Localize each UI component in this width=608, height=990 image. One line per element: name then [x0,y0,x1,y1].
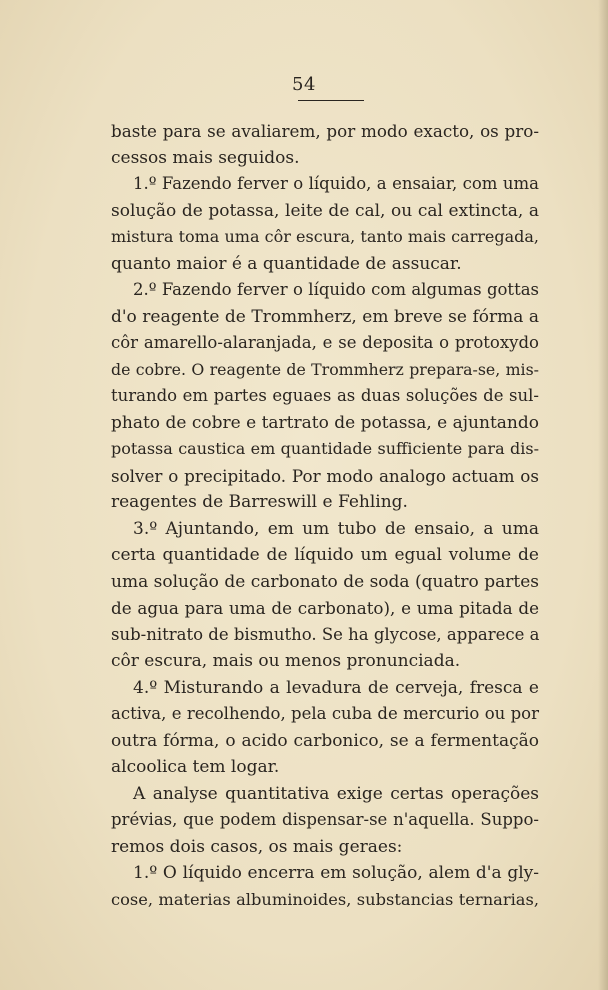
header-rule [298,100,364,101]
text-line: alcoolica tem logar. [111,757,280,777]
text-line: certa quantidade de líquido um egual volume de [111,545,539,565]
text-line: mistura toma uma côr escura, tanto mais carregada, [111,227,539,246]
text-line: cose, materias albuminoides, substancias ternarias, [111,889,539,909]
text-line: remos dois casos, os mais geraes: [111,836,403,857]
text-line: phato de cobre e tartrato de potassa, e ajuntando [111,412,539,433]
text-line: solução de potassa, leite de cal, ou cal extincta, a [111,200,539,221]
text-line: baste para se avaliarem, por modo exacto, os pro- [111,121,539,141]
page-number: 54 [292,74,316,95]
text-line: 3.º Ajuntando, em um tubo de ensaio, a uma [133,518,539,539]
text-line: d'o reagente de Trommherz, em breve se fórma a [111,306,539,327]
text-line: reagentes de Barreswill e Fehling. [111,492,408,512]
text-line: 1.º O líquido encerra em solução, alem d'a gly- [133,863,539,883]
text-line: prévias, que podem dispensar-se n'aquella. Suppo- [111,810,539,829]
text-line: solver o precipitado. Por modo analogo actuam os [111,465,539,486]
page-edge-shadow [598,0,608,990]
text-line: de agua para uma de carbonato), e uma pitada de [111,598,539,618]
text-line: 4.º Misturando a levadura de cerveja, fresca e [133,677,539,698]
body-text [111,118,539,913]
text-line: sub-nitrato de bismutho. Se ha glycose, apparece a [111,624,540,644]
text-line: côr escura, mais ou menos pronunciada. [111,651,461,671]
text-line: 1.º Fazendo ferver o líquido, a ensaiar, com uma [133,174,539,193]
text-line: cessos mais seguidos. [111,147,300,168]
text-line: activa, e recolhendo, pela cuba de mercurio ou por [111,704,539,723]
text-line: quanto maior é a quantidade de assucar. [111,253,462,274]
text-line: uma solução de carbonato de soda (quatro partes [111,571,539,592]
text-line: outra fórma, o acido carbonico, se a fermentação [111,730,539,751]
text-line: côr amarello-alaranjada, e se deposita o protoxydo [111,333,539,352]
text-line: potassa caustica em quantidade sufficiente para dis- [111,439,539,458]
text-line: 2.º Fazendo ferver o líquido com algumas gottas [133,280,539,299]
text-line: A analyse quantitativa exige certas operações [133,783,539,804]
text-line: turando em partes eguaes as duas soluções de sul- [111,386,539,405]
text-line: de cobre. O reagente de Trommherz prepara-se, mis- [111,359,539,379]
